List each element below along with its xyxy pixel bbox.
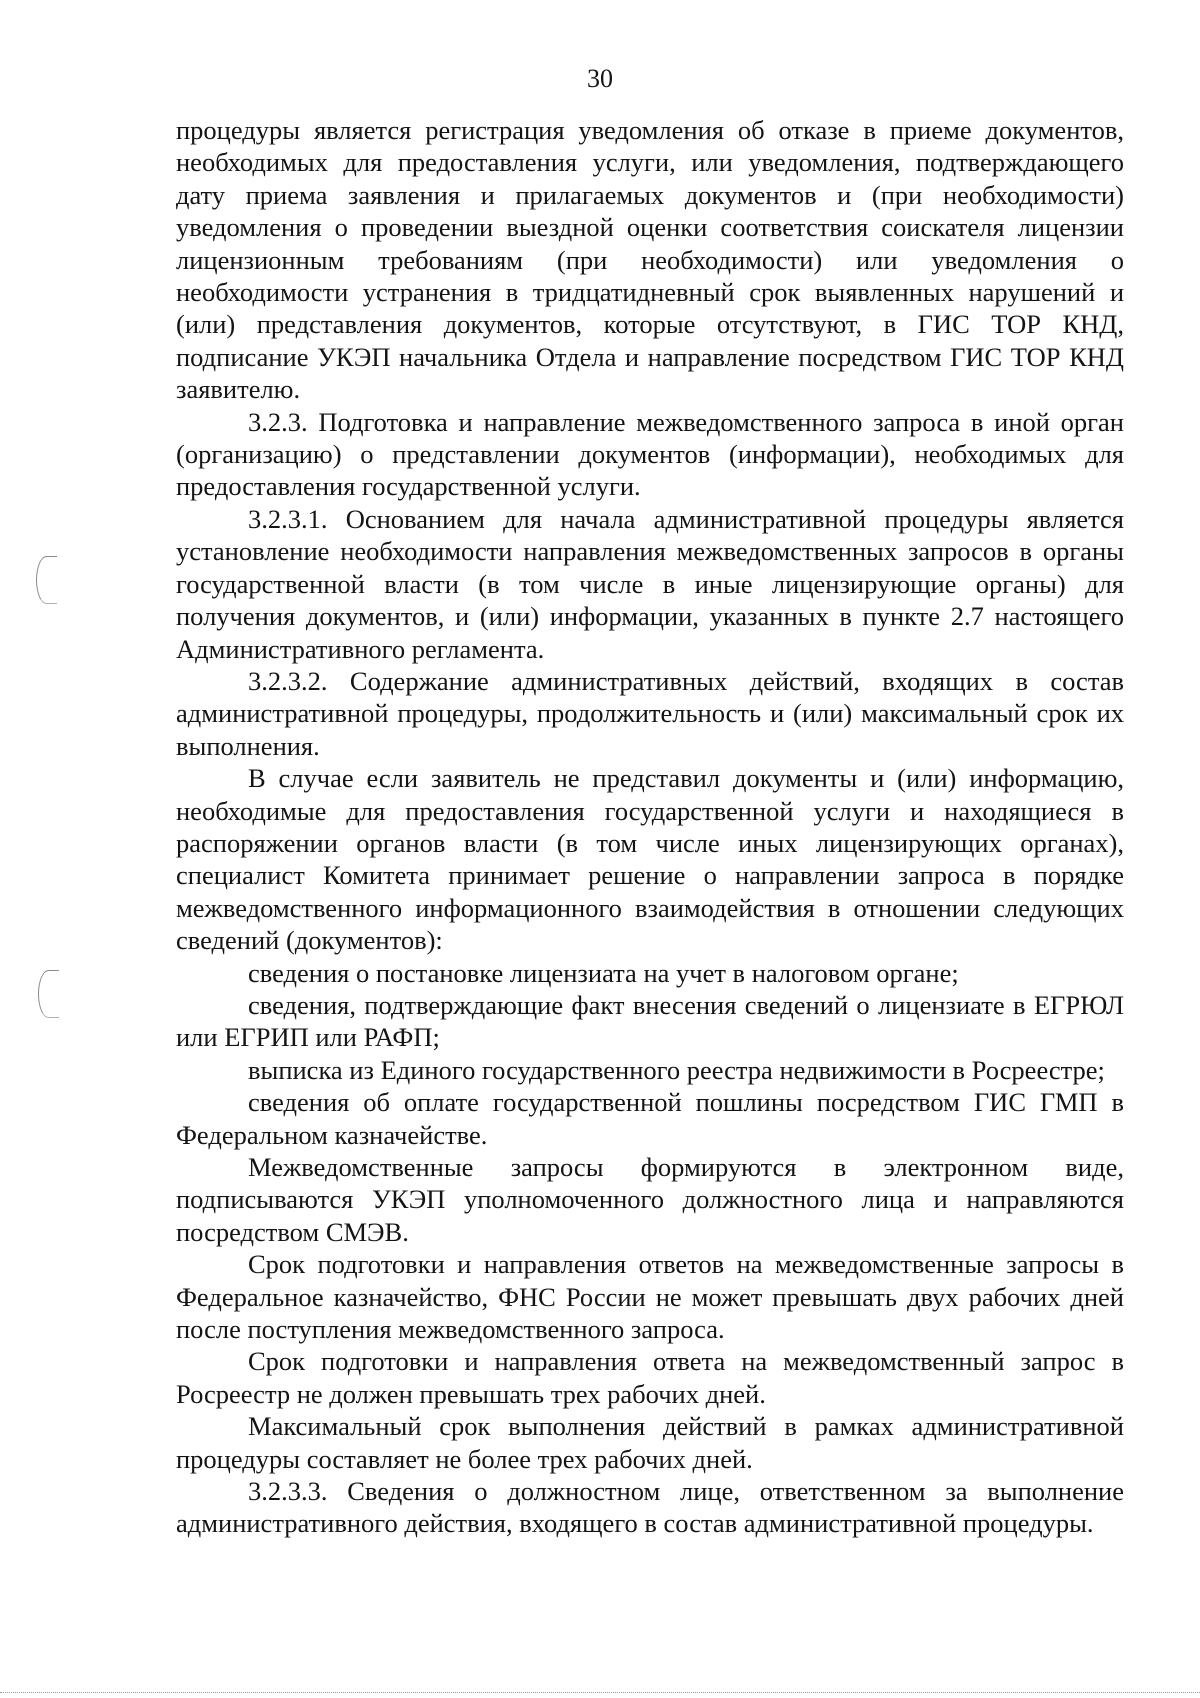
list-item: сведения об оплате государственной пошлины посредством ГИС ГМП в Федеральном казначействе. [176, 1087, 1124, 1150]
paragraph: Срок подготовки и направления ответов на межведомственные запросы в Федеральное казначейство, ФНС России не может превышать двух рабочих дней после поступления межведомственного запроса. [176, 1249, 1124, 1345]
paragraph: 3.2.3.1. Основанием для начала административной процедуры является установление необходимости направления межведомственных запросов в органы государственной власти (в том числе в иные лицензирующие органы) для получения документов, и (или) информации, указанных в пункте 2.7 настоящего Административного регламента. [176, 503, 1124, 664]
list-item: сведения о постановке лицензиата на учет в налоговом органе; [248, 957, 959, 988]
paragraph: Межведомственные запросы формируются в электронном виде, подписываются УКЭП уполномоченного должностного лица и направляются посредством СМЭВ. [176, 1152, 1124, 1247]
scan-edge-line [0, 1692, 1200, 1693]
paragraph: 3.2.3.2. Содержание административных действий, входящих в состав административной процедуры, продолжительность и (или) максимальный срок их выполнения. [176, 665, 1124, 761]
punch-hole-mark [36, 556, 57, 604]
paragraph: 3.2.3. Подготовка и направление межведомственного запроса в иной орган (организацию) о представлении документов (информации), необходимых для предоставления государственной услуги. [176, 406, 1124, 502]
paragraph: процедуры является регистрация уведомления об отказе в приеме документов, необходимых для предоставления услуги, или уведомления, подтверждающего дату приема заявления и прилагаемых документов и (при необходимости) уведомления о проведении выездной оценки соответствия соискателя лицензии лицензионным требованиям (при необходимости) или уведомления о необходимости устранения в тридцатидневный срок выявленных нарушений и (или) представления документов, которые отсутствуют, в ГИС ТОР КНД, подписание УКЭП начальника Отдела и направление посредством ГИС ТОР КНД заявителю. [176, 115, 1124, 405]
document-body [176, 114, 1124, 1540]
paragraph: 3.2.3.3. Сведения о должностном лице, ответственном за выполнение административного действия, входящего в состав административной процедуры. [176, 1476, 1124, 1539]
paragraph: Максимальный срок выполнения действий в рамках административной процедуры составляет не более трех рабочих дней. [176, 1411, 1124, 1474]
paragraph: В случае если заявитель не представил документы и (или) информацию, необходимые для предоставления государственной услуги и находящиеся в распоряжении органов власти (в том числе иных лицензирующих органах), специалист Комитета принимает решение о направлении запроса в порядке межведомственного информационного взаимодействия в отношении следующих сведений (документов): [176, 763, 1124, 956]
page-number: 30 [587, 64, 613, 93]
paragraph: Срок подготовки и направления ответа на межведомственный запрос в Росреестр не должен превышать трех рабочих дней. [176, 1346, 1124, 1409]
punch-hole-mark [38, 970, 59, 1018]
list-item: сведения, подтверждающие факт внесения сведений о лицензиате в ЕГРЮЛ или ЕГРИП или РАФП; [176, 989, 1124, 1053]
list-item: выписка из Единого государственного реестра недвижимости в Росреестре; [248, 1054, 1105, 1085]
